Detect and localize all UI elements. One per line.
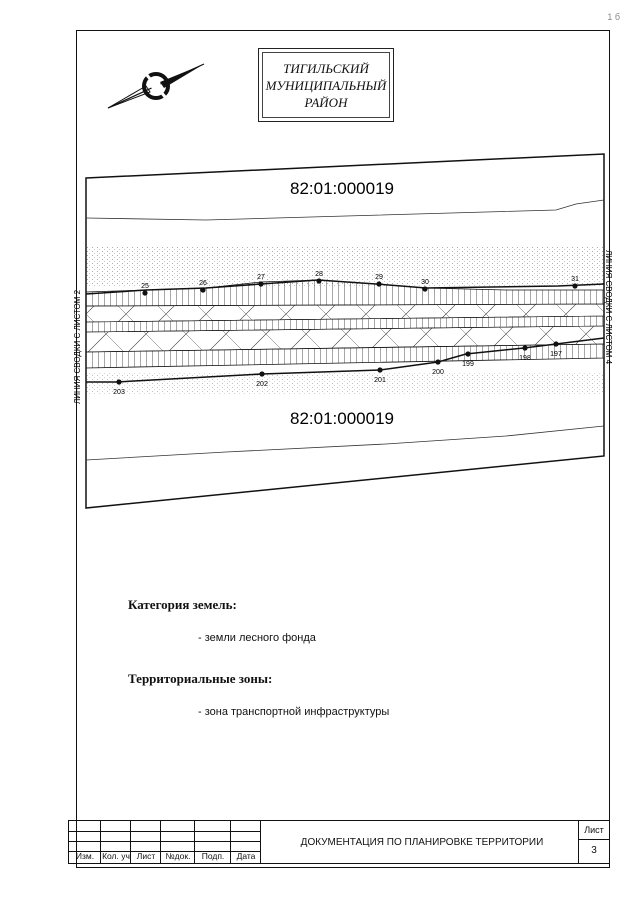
survey-point-label: 25 bbox=[141, 283, 149, 290]
survey-point-marker bbox=[142, 290, 147, 295]
survey-point-label: 202 bbox=[256, 381, 268, 388]
survey-point-marker bbox=[316, 278, 321, 283]
territorial-zones-item: - зона транспортной инфраструктуры bbox=[198, 706, 390, 718]
survey-point-marker bbox=[422, 286, 427, 291]
survey-point-marker bbox=[572, 283, 577, 288]
survey-point-label: 29 bbox=[375, 274, 383, 281]
survey-point-marker bbox=[553, 341, 558, 346]
survey-point-label: 199 bbox=[462, 361, 474, 368]
stamp-column-label: Лист bbox=[136, 851, 156, 861]
district-title-box bbox=[258, 48, 394, 122]
stamp-column-label: Подп. bbox=[201, 851, 225, 861]
survey-point-label: 203 bbox=[113, 389, 125, 396]
survey-point-label: 26 bbox=[199, 280, 207, 287]
survey-point-marker bbox=[259, 371, 264, 376]
sheet-number: 3 bbox=[591, 845, 597, 856]
corner-handwritten-mark: 1 б bbox=[607, 12, 620, 22]
survey-point-label: 27 bbox=[257, 274, 265, 281]
left-edge-label: ЛИНИЯ СВОДКИ С ЛИСТОМ 2 bbox=[73, 289, 82, 404]
survey-point-marker bbox=[522, 345, 527, 350]
forest-stipple-upper bbox=[86, 246, 604, 286]
survey-point-marker bbox=[377, 367, 382, 372]
stamp-column bbox=[131, 821, 161, 863]
north-arrow-icon bbox=[100, 58, 210, 118]
stamp-column bbox=[69, 821, 101, 863]
district-title-line-3: РАЙОН bbox=[304, 94, 348, 110]
survey-point-marker bbox=[465, 351, 470, 356]
district-title-line-1: ТИГИЛЬСКИЙ bbox=[283, 60, 369, 76]
stamp-column bbox=[231, 821, 261, 863]
survey-point-marker bbox=[116, 379, 121, 384]
right-edge-label: ЛИНИЯ СВОДКИ С ЛИСТОМ 4 bbox=[604, 250, 613, 365]
stamp-column-label: Дата bbox=[236, 851, 256, 861]
territorial-zones-heading: Территориальные зоны: bbox=[128, 671, 273, 686]
stamp-column bbox=[161, 821, 195, 863]
survey-point-marker bbox=[376, 281, 381, 286]
forest-stipple-lower bbox=[86, 372, 604, 394]
survey-point-marker bbox=[200, 287, 205, 292]
survey-point-label: 197 bbox=[550, 351, 562, 358]
survey-point-label: 198 bbox=[519, 355, 531, 362]
stamp-column-label: Кол. уч bbox=[102, 851, 130, 861]
stamp-column-label: Изм. bbox=[75, 851, 95, 861]
survey-point-label: 28 bbox=[315, 271, 323, 278]
district-title-line-2: МУНИЦИПАЛЬНЫЙ bbox=[265, 77, 387, 93]
cadastral-map bbox=[73, 154, 613, 510]
survey-point-label: 201 bbox=[374, 377, 386, 384]
sheet-divider bbox=[579, 839, 609, 840]
land-category-heading: Категория земель: bbox=[128, 597, 237, 612]
land-category-item: - земли лесного фонда bbox=[198, 632, 316, 644]
sheet-cell bbox=[578, 821, 609, 863]
sheet-label: Лист bbox=[584, 825, 604, 835]
survey-point-label: 200 bbox=[432, 369, 444, 376]
title-block-stamp bbox=[68, 820, 610, 864]
survey-point-label: 31 bbox=[571, 276, 579, 283]
stamp-column-label: №док. bbox=[165, 851, 191, 861]
survey-point-marker bbox=[258, 281, 263, 286]
stamp-column bbox=[195, 821, 231, 863]
survey-point-label: 30 bbox=[421, 279, 429, 286]
document-title: ДОКУМЕНТАЦИЯ ПО ПЛАНИРОВКЕ ТЕРРИТОРИИ bbox=[300, 836, 544, 848]
survey-point-marker bbox=[435, 359, 440, 364]
stamp-column bbox=[101, 821, 131, 863]
cadastral-number-top: 82:01:000019 bbox=[290, 179, 394, 198]
cadastral-number-bottom: 82:01:000019 bbox=[290, 409, 394, 428]
